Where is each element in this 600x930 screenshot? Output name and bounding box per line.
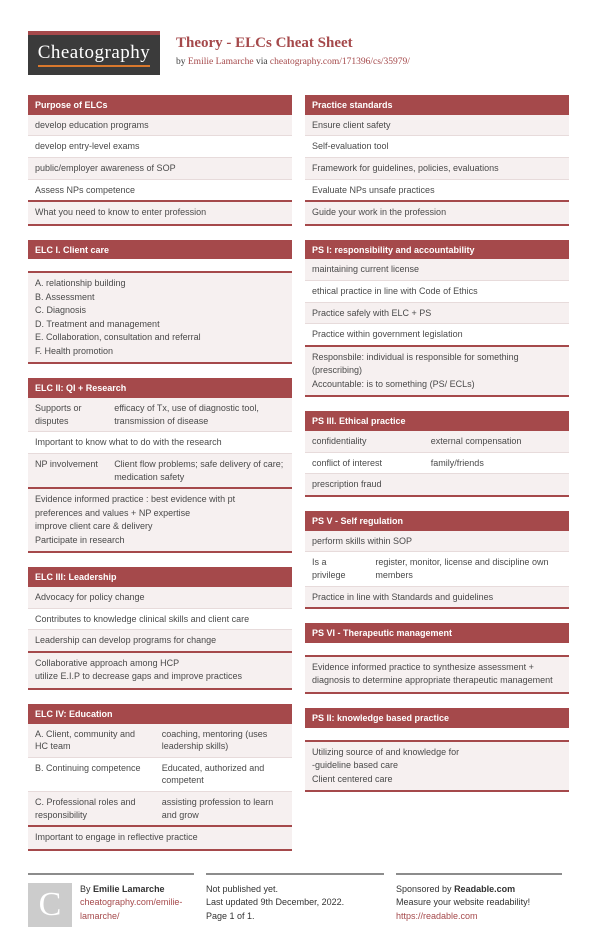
table-row: Supports or disputes efficacy of Tx, use of diagnostic tool, transmission of disease — [28, 398, 292, 431]
sponsor-name: Readable.com — [454, 883, 516, 894]
via-label: via — [255, 57, 268, 67]
card-purpose-of-elcs — [28, 95, 292, 226]
section-header: Purpose of ELCs — [28, 95, 292, 115]
table-row: develop entry-level exams — [28, 135, 292, 157]
card-elc-2-qi-research — [28, 378, 292, 553]
section-notes — [28, 651, 292, 688]
note-line: improve client care & delivery — [35, 521, 153, 532]
footer-status-column — [206, 873, 384, 927]
table-row: maintaining current license — [305, 259, 569, 280]
title-block — [176, 31, 410, 67]
note-line: utilize E.I.P to decrease gaps and improve practices — [35, 671, 242, 682]
table-row: Evaluate NPs unsafe practices — [305, 179, 569, 201]
table-row: develop education programs — [28, 115, 292, 136]
card-ps-3-ethical-practice — [305, 411, 569, 497]
note-line: -guideline based care — [312, 760, 399, 771]
empty-row — [305, 643, 569, 655]
note-line: What you need to know to enter profession — [35, 207, 207, 218]
section-header: PS III. Ethical practice — [305, 411, 569, 431]
card-elc-4-education — [28, 704, 292, 851]
card-ps-1-responsibility — [305, 240, 569, 398]
right-column — [305, 95, 569, 865]
note-line: C. Diagnosis — [35, 305, 87, 316]
empty-row — [28, 259, 292, 271]
section-header: ELC III: Leadership — [28, 567, 292, 587]
note-line: Evidence informed practice to synthesize assessment + diagnosis to determine appropriate therapeutic management — [312, 661, 553, 686]
footer-sponsor-column — [396, 873, 562, 927]
table-row: perform skills within SOP — [305, 531, 569, 552]
footer-author-column — [28, 873, 194, 927]
sponsor-link[interactable]: https://readable.com — [396, 910, 478, 921]
section-notes — [28, 487, 292, 551]
cheatography-logo[interactable] — [28, 31, 160, 75]
section-notes — [305, 655, 569, 692]
footer-by-prefix: By — [80, 883, 91, 894]
table-row: Important to know what to do with the research — [28, 431, 292, 453]
section-notes — [28, 271, 292, 362]
section-notes — [28, 200, 292, 224]
card-ps-5-self-regulation — [305, 511, 569, 609]
author-info — [80, 883, 194, 927]
section-header: ELC IV: Education — [28, 704, 292, 724]
last-updated: Last updated 9th December, 2022. — [206, 897, 345, 908]
publish-status: Not published yet. — [206, 883, 279, 894]
section-header: PS II: knowledge based practice — [305, 708, 569, 728]
avatar[interactable]: C — [28, 883, 72, 927]
table-row: Advocacy for policy change — [28, 587, 292, 608]
page-header — [28, 31, 572, 75]
card-elc-1-client-care — [28, 240, 292, 365]
note-line: B. Assessment — [35, 291, 95, 302]
table-row: Practice within government legislation — [305, 323, 569, 345]
sponsor-tagline: Measure your website readability! — [396, 897, 531, 908]
table-row: C. Professional roles and responsibility assisting profession to learn and grow — [28, 791, 292, 825]
section-header: ELC I. Client care — [28, 240, 292, 260]
section-notes — [305, 740, 569, 791]
cheatography-logo-text: Cheatography — [38, 43, 151, 67]
footer-byline — [80, 883, 194, 897]
note-line: Responsbile: individual is responsible for something (prescribing) — [312, 351, 519, 376]
table-row: Self-evaluation tool — [305, 135, 569, 157]
card-ps-2-knowledge-based-practice — [305, 708, 569, 792]
table-row: NP involvement Client flow problems; safe delivery of care; medication safety — [28, 453, 292, 487]
section-notes — [305, 345, 569, 396]
sheet-link[interactable]: cheatography.com/171396/cs/35979/ — [269, 57, 410, 67]
profile-link[interactable]: cheatography.com/emilie-lamarche/ — [80, 897, 183, 921]
section-header: PS I: responsibility and accountability — [305, 240, 569, 260]
table-row: B. Continuing competence Educated, authorized and competent — [28, 757, 292, 791]
note-line: F. Health promotion — [35, 345, 114, 356]
section-notes — [28, 825, 292, 849]
note-line: Accountable: is to something (PS/ ECLs) — [312, 378, 475, 389]
table-row: Is a privilege register, monitor, license and discipline own members — [305, 551, 569, 585]
page-title: Theory - ELCs Cheat Sheet — [176, 35, 353, 51]
table-row: Contributes to knowledge clinical skills and client care — [28, 608, 292, 630]
page-footer — [28, 873, 572, 927]
author-link[interactable]: Emilie Lamarche — [187, 57, 254, 67]
table-row: Practice in line with Standards and guidelines — [305, 586, 569, 608]
card-ps-6-therapeutic-management — [305, 623, 569, 694]
table-row: Assess NPs competence — [28, 179, 292, 201]
table-row: prescription fraud — [305, 473, 569, 495]
note-line: Evidence informed practice : best evidence with pt preferences and values + NP expertise — [35, 494, 236, 518]
table-row: confidentiality external compensation — [305, 431, 569, 452]
card-elc-3-leadership — [28, 567, 292, 690]
empty-row — [305, 728, 569, 740]
table-row: Practice safely with ELC + PS — [305, 302, 569, 324]
section-header: Practice standards — [305, 95, 569, 115]
left-column — [28, 95, 292, 865]
section-header: ELC II: QI + Research — [28, 378, 292, 398]
note-line: Utilizing source of and knowledge for — [312, 746, 460, 757]
content-columns — [28, 95, 572, 865]
note-line: A. relationship building — [35, 278, 126, 289]
footer-author-name: Emilie Lamarche — [93, 883, 165, 894]
table-row: Framework for guidelines, policies, evaluations — [305, 157, 569, 179]
table-row: A. Client, community and HC team coaching, mentoring (uses leadership skills) — [28, 724, 292, 757]
sponsor-line — [396, 883, 562, 897]
table-row: ethical practice in line with Code of Ethics — [305, 280, 569, 302]
note-line: Participate in research — [35, 534, 125, 545]
page-number: Page 1 of 1. — [206, 910, 255, 921]
note-line: D. Treatment and management — [35, 318, 160, 329]
table-row: Ensure client safety — [305, 115, 569, 136]
table-row: public/employer awareness of SOP — [28, 157, 292, 179]
section-header: PS V - Self regulation — [305, 511, 569, 531]
table-row: conflict of interest family/friends — [305, 452, 569, 474]
card-practice-standards — [305, 95, 569, 226]
section-notes — [305, 200, 569, 224]
section-header: PS VI - Therapeutic management — [305, 623, 569, 643]
byline — [176, 57, 410, 67]
note-line: Client centered care — [312, 773, 393, 784]
note-line: Collaborative approach among HCP — [35, 657, 180, 668]
note-line: Important to engage in reflective practice — [35, 832, 198, 843]
note-line: E. Collaboration, consultation and referral — [35, 332, 201, 343]
note-line: Guide your work in the profession — [312, 207, 447, 218]
table-row: Leadership can develop programs for change — [28, 629, 292, 651]
byline-prefix: by — [176, 57, 186, 67]
sponsor-prefix: Sponsored by — [396, 883, 452, 894]
